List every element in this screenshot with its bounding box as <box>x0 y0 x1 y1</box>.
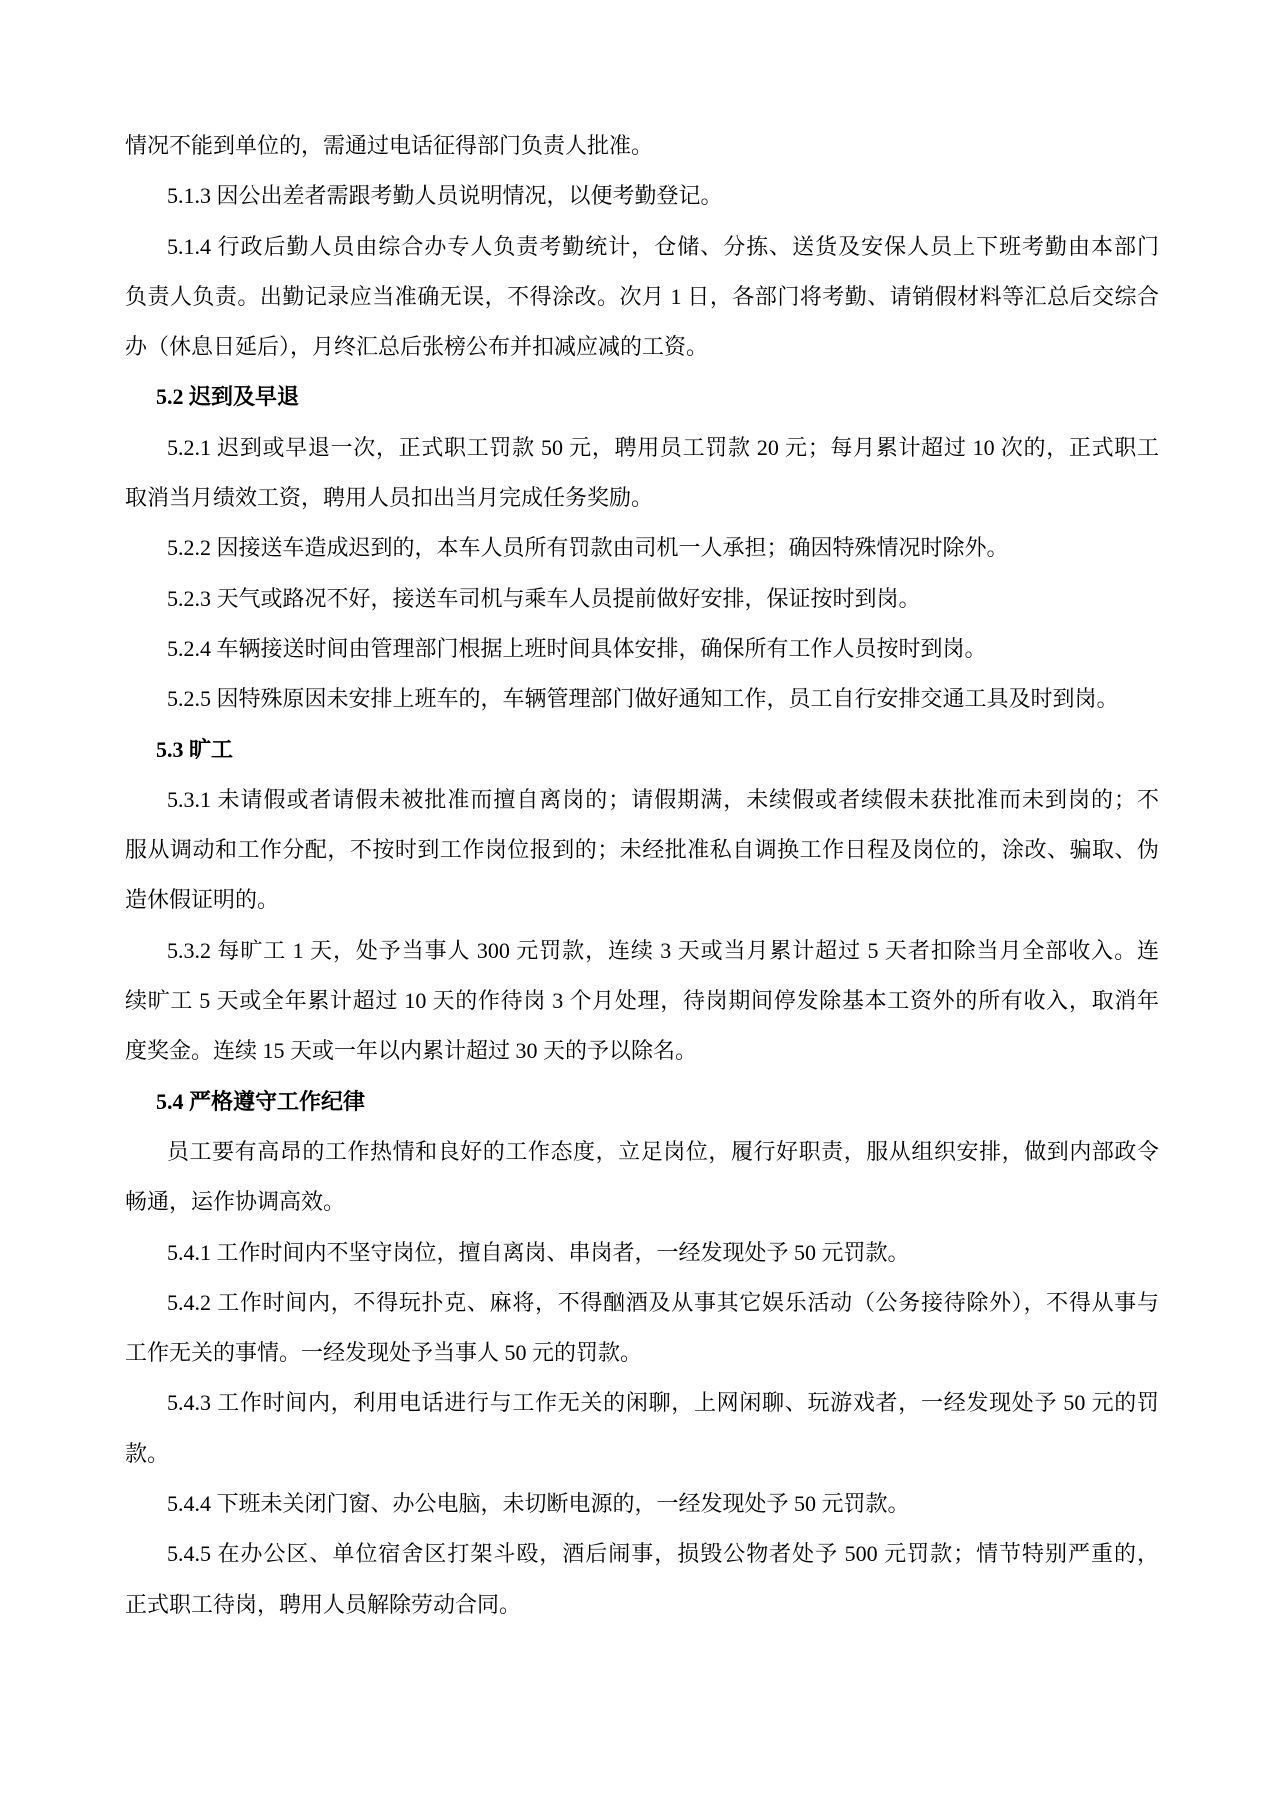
paragraph-5-4-5 <box>125 1529 1159 1630</box>
paragraph-5-1-4 <box>125 222 1159 373</box>
text-line: 5.2.2 因接送车造成迟到的，本车人员所有罚款由司机一人承担；确因特殊情况时除外。 <box>167 535 1009 561</box>
paragraph-5-2-2 <box>125 523 1159 573</box>
paragraph-5-2-1 <box>125 423 1159 524</box>
text-line: 度奖金。连续 15 天或一年以内累计超过 30 天的予以除名。 <box>125 1038 698 1064</box>
text-line: 款。 <box>125 1440 170 1466</box>
text-line: 5.2.3 天气或路况不好，接送车司机与乘车人员提前做好安排，保证按时到岗。 <box>167 585 921 611</box>
text-line: 工作无关的事情。一经发现处予当事人 50 元的罚款。 <box>125 1340 643 1366</box>
section-heading: 5.4 严格遵守工作纪律 <box>156 1088 366 1114</box>
paragraph-5-1-3 <box>125 171 1159 221</box>
text-line: 5.2.4 车辆接送时间由管理部门根据上班时间具体安排，确保所有工作人员按时到岗。 <box>167 635 987 661</box>
text-line: 员工要有高昂的工作热情和良好的工作态度，立足岗位，履行好职责，服从组织安排，做到内部政令 <box>167 1138 1159 1164</box>
paragraph-5-2-3 <box>125 574 1159 624</box>
text-line: 5.4.2 工作时间内，不得玩扑克、麻将，不得酗酒及从事其它娱乐活动（公务接待除外），不得从事与 <box>167 1289 1159 1315</box>
text-line: 5.4.1 工作时间内不坚守岗位，擅自离岗、串岗者，一经发现处予 50 元罚款。 <box>167 1239 910 1265</box>
paragraph-5-4-3 <box>125 1378 1159 1479</box>
text-line: 正式职工待岗，聘用人员解除劳动合同。 <box>125 1591 522 1617</box>
paragraph-5-2-4 <box>125 624 1159 674</box>
text-line: 5.3.2 每旷工 1 天，处予当事人 300 元罚款，连续 3 天或当月累计超过 5 天者扣除当月全部收入。连 <box>167 937 1159 963</box>
text-line: 服从调动和工作分配，不按时到工作岗位报到的；未经批准私自调换工作日程及岗位的，涂改、骗取、伪 <box>125 837 1159 863</box>
text-line: 5.4.3 工作时间内，利用电话进行与工作无关的闲聊，上网闲聊、玩游戏者，一经发现处予 50 元的罚 <box>167 1390 1159 1416</box>
section-heading: 5.2 迟到及早退 <box>156 384 300 410</box>
document-page <box>125 121 1159 1630</box>
text-line: 5.2.5 因特殊原因未安排上班车的，车辆管理部门做好通知工作，员工自行安排交通工具及时到岗。 <box>167 686 1119 712</box>
paragraph-5-4-intro <box>125 1127 1159 1228</box>
text-line: 情况不能到单位的，需通过电话征得部门负责人批准。 <box>125 133 654 158</box>
paragraph-5-4-2 <box>125 1278 1159 1379</box>
text-line: 负责人负责。出勤记录应当准确无误，不得涂改。次月 1 日，各部门将考勤、请销假材料等汇总后交综合 <box>125 283 1159 309</box>
text-line: 5.4.5 在办公区、单位宿舍区打架斗殴，酒后闹事，损毁公物者处予 500 元罚款；情节特别严重的， <box>167 1541 1159 1567</box>
section-heading-5-4 <box>125 1077 1159 1127</box>
text-line: 5.1.3 因公出差者需跟考勤人员说明情况，以便考勤登记。 <box>167 183 723 209</box>
text-line: 5.3.1 未请假或者请假未被批准而擅自离岗的；请假期满，未续假或者续假未获批准而未到岗的；不 <box>167 786 1159 812</box>
section-heading-5-2 <box>125 372 1159 422</box>
text-line: 办（休息日延后），月终汇总后张榜公布并扣减应减的工资。 <box>125 334 709 360</box>
text-line: 续旷工 5 天或全年累计超过 10 天的作待岗 3 个月处理，待岗期间停发除基本工资外的所有收入，取消年 <box>125 988 1159 1014</box>
text-line: 5.1.4 行政后勤人员由综合办专人负责考勤统计，仓储、分拣、送货及安保人员上下班考勤由本部门 <box>167 233 1159 259</box>
paragraph-5-4-4 <box>125 1479 1159 1529</box>
text-line: 5.2.1 迟到或早退一次，正式职工罚款 50 元，聘用员工罚款 20 元；每月累计超过 10 次的，正式职工 <box>167 434 1159 460</box>
paragraph-5-4-1 <box>125 1228 1159 1278</box>
section-heading: 5.3 旷工 <box>156 736 234 762</box>
paragraph-5-2-5 <box>125 674 1159 724</box>
section-heading-5-3 <box>125 725 1159 775</box>
text-line: 造休假证明的。 <box>125 887 280 913</box>
paragraph-5-3-1 <box>125 775 1159 926</box>
paragraph-continuation <box>125 121 1159 171</box>
text-line: 5.4.4 下班未关闭门窗、办公电脑，未切断电源的，一经发现处予 50 元罚款。 <box>167 1491 910 1517</box>
text-line: 取消当月绩效工资，聘用人员扣出当月完成任务奖励。 <box>125 485 654 511</box>
paragraph-5-3-2 <box>125 926 1159 1077</box>
text-line: 畅通，运作协调高效。 <box>125 1189 346 1215</box>
